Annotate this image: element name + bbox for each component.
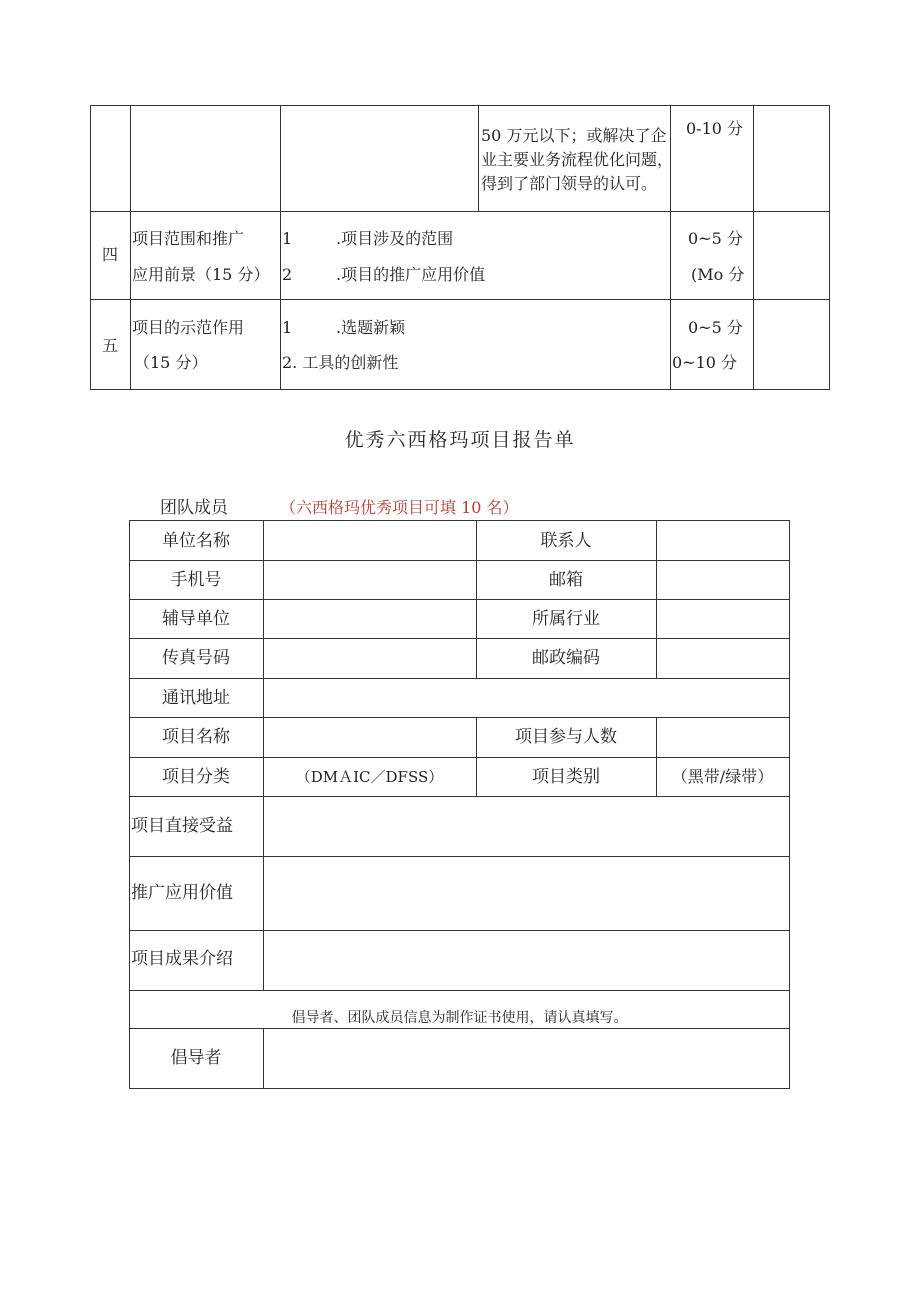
item-title: 项目的示范作用 xyxy=(132,318,245,337)
form-border xyxy=(789,520,790,1089)
item-title: 项目范围和推广 xyxy=(132,229,245,248)
project-category-label: 项目类别 xyxy=(532,767,600,787)
unit-name-field[interactable] xyxy=(264,521,476,560)
sub-item-text: .项目涉及的范围 xyxy=(336,229,454,248)
score-range: 0~5 分 xyxy=(688,318,743,337)
champion-field[interactable] xyxy=(264,1029,789,1088)
score-range: 0~10 分 xyxy=(672,353,738,372)
team-members-note: （六西格玛优秀项目可填 10 名） xyxy=(280,498,519,517)
postal-code-label: 邮政编码 xyxy=(532,648,600,668)
industry-label: 所属行业 xyxy=(532,609,600,629)
direct-benefit-field[interactable] xyxy=(264,797,789,856)
item-title: （15 分） xyxy=(134,353,208,372)
notice-text: 倡导者、团队成员信息为制作证书使用，请认真填写。 xyxy=(291,1010,628,1026)
project-classification-label: 项目分类 xyxy=(162,767,230,787)
advisor-unit-field[interactable] xyxy=(264,600,476,638)
project-name-field[interactable] xyxy=(264,718,476,757)
project-category-value: （黑带/绿带） xyxy=(671,767,774,786)
promotion-value-field[interactable] xyxy=(264,857,789,930)
contact-person-label: 联系人 xyxy=(540,531,592,551)
participant-count-field[interactable] xyxy=(657,718,789,757)
email-field[interactable] xyxy=(657,561,789,599)
table-border xyxy=(478,105,479,212)
advisor-unit-label: 辅导单位 xyxy=(162,609,230,629)
fax-label: 传真号码 xyxy=(162,648,230,668)
criteria-text: 50 万元以下；或解决了企 xyxy=(481,126,667,145)
table-border xyxy=(753,105,754,390)
table-border xyxy=(90,299,830,300)
score-range: (Mo 分 xyxy=(691,265,745,284)
sub-item-number: 1 xyxy=(282,229,293,248)
table-border xyxy=(90,105,91,390)
form-border xyxy=(129,757,790,758)
champion-label: 倡导者 xyxy=(170,1048,222,1068)
participant-count-label: 项目参与人数 xyxy=(515,727,617,747)
results-intro-field[interactable] xyxy=(264,931,789,990)
table-border xyxy=(829,105,830,390)
table-border xyxy=(670,105,671,390)
criteria-text: 得到了部门领导的认可。 xyxy=(481,174,658,193)
mobile-field[interactable] xyxy=(264,561,476,599)
unit-name-label: 单位名称 xyxy=(162,531,230,551)
table-border xyxy=(90,389,830,390)
postal-code-field[interactable] xyxy=(657,639,789,678)
form-border xyxy=(129,990,790,991)
contact-person-field[interactable] xyxy=(657,521,789,560)
direct-benefit-label: 项目直接受益 xyxy=(131,816,233,836)
table-border xyxy=(280,105,281,390)
fax-field[interactable] xyxy=(264,639,476,678)
form-border xyxy=(129,520,130,1089)
table-border xyxy=(130,105,131,390)
address-field[interactable] xyxy=(264,679,789,717)
sub-item-number: 1 xyxy=(282,318,293,337)
address-label: 通讯地址 xyxy=(162,688,230,708)
mobile-label: 手机号 xyxy=(170,570,222,590)
team-members-label: 团队成员 xyxy=(160,498,228,518)
row-index: 四 xyxy=(102,245,119,264)
row-index: 五 xyxy=(102,336,119,355)
item-title: 应用前景（15 分） xyxy=(132,265,270,284)
sub-item-text: .选题新颖 xyxy=(336,318,406,337)
project-name-label: 项目名称 xyxy=(162,727,230,747)
sub-item-text: 2. 工具的创新性 xyxy=(282,353,399,372)
sub-item-text: .项目的推广应用价值 xyxy=(336,265,486,284)
criteria-text: 业主要业务流程优化问题， xyxy=(481,150,674,169)
project-classification-value: （DMＡIC／DFSS） xyxy=(295,768,444,786)
table-border xyxy=(90,105,830,106)
score-range: 0~5 分 xyxy=(688,229,743,248)
page-title: 优秀六西格玛项目报告单 xyxy=(344,429,576,451)
sub-item-number: 2 xyxy=(282,265,293,284)
form-border xyxy=(129,1088,790,1089)
score-range: 0-10 分 xyxy=(686,119,744,138)
email-label: 邮箱 xyxy=(549,570,583,590)
promotion-value-label: 推广应用价值 xyxy=(131,883,233,903)
industry-field[interactable] xyxy=(657,600,789,638)
table-border xyxy=(90,211,830,212)
results-intro-label: 项目成果介绍 xyxy=(131,949,233,969)
